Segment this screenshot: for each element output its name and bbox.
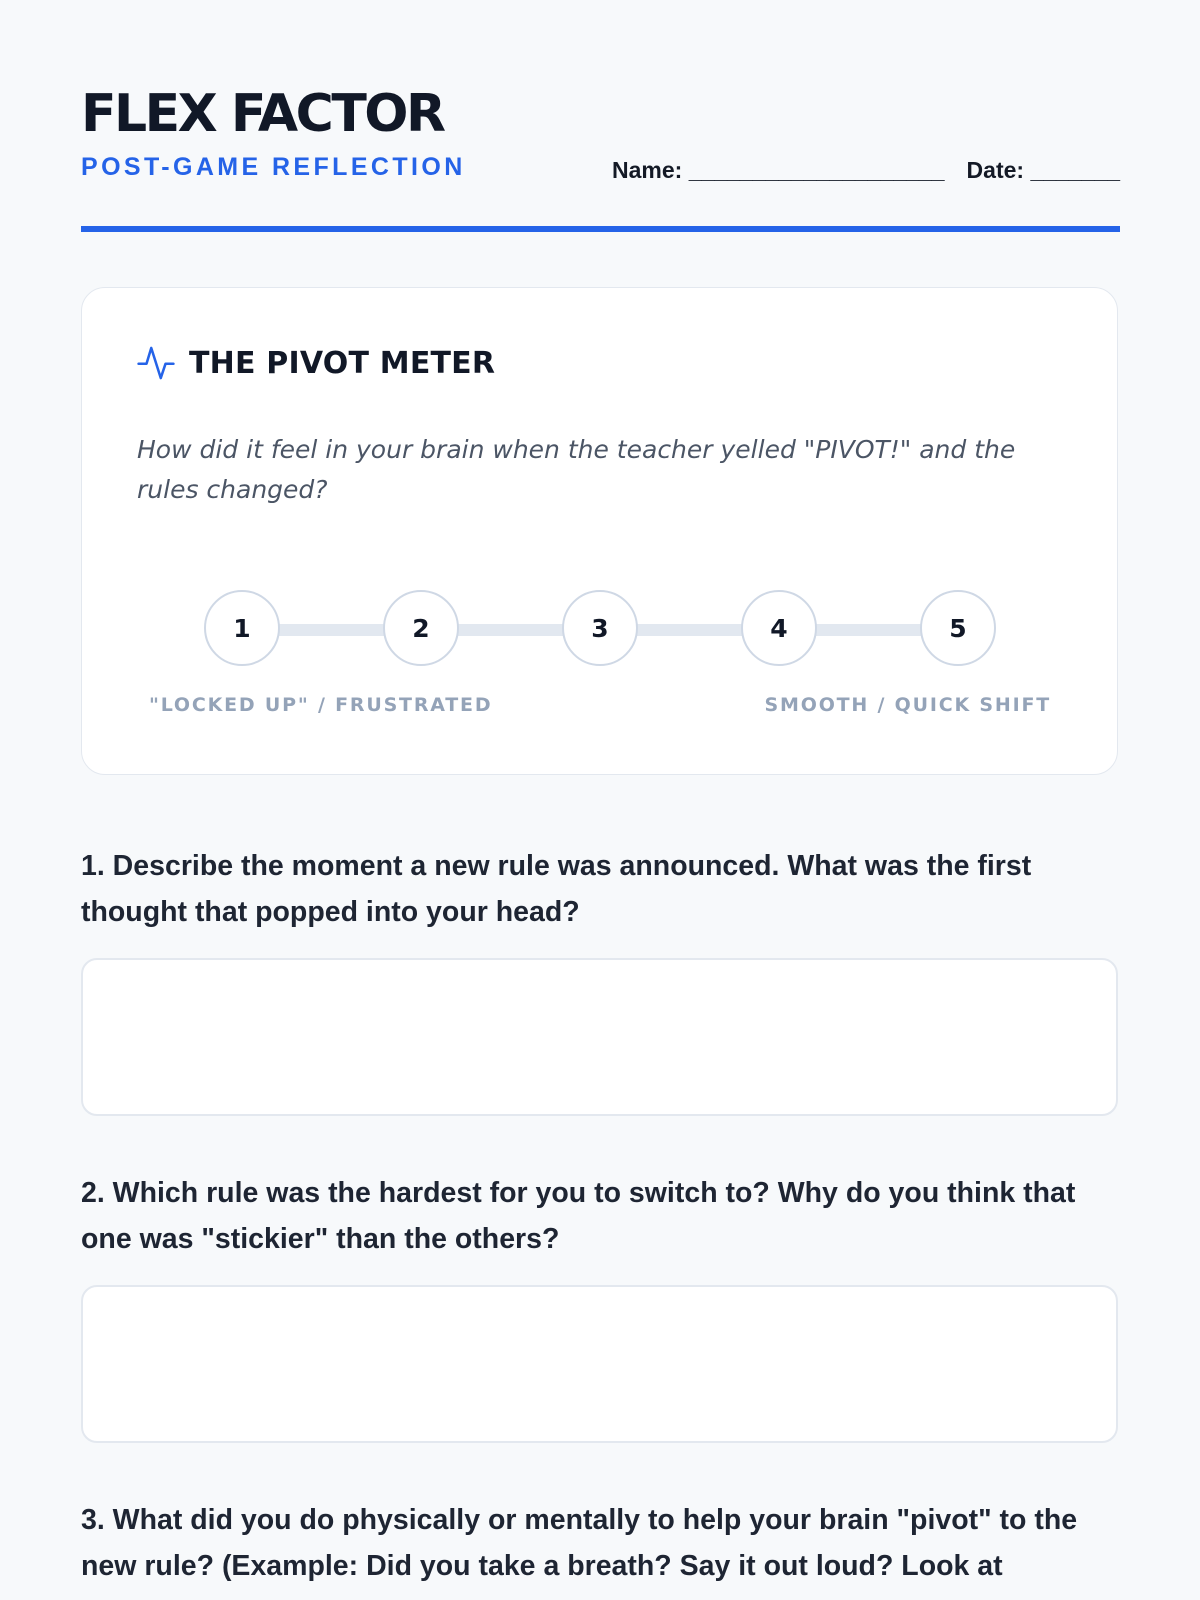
question-1: 1. Describe the moment a new rule was announced. What was the first thought that popped into your head?	[81, 850, 1032, 928]
date-field[interactable]: Date: _______	[966, 157, 1120, 183]
question-3: 3. What did you do physically or mentally to help your brain "pivot" to the new rule? (Example: Did you take a breath? Say it out loud? Look at	[81, 1504, 1078, 1582]
pivot-meter-card	[81, 287, 1118, 775]
rating-option-4[interactable]: 4	[741, 590, 817, 666]
pulse-icon	[137, 344, 175, 382]
pivot-meter-heading	[137, 343, 495, 383]
rating-option-5[interactable]: 5	[920, 590, 996, 666]
rating-option-1[interactable]: 1	[204, 590, 280, 666]
header-divider	[81, 226, 1120, 232]
name-field[interactable]: Name: ____________________	[612, 157, 945, 183]
page-subtitle: POST-GAME REFLECTION	[81, 153, 466, 181]
pivot-meter-title: THE PIVOT METER	[189, 345, 496, 381]
worksheet-page	[81, 0, 1120, 1582]
answer-box-2[interactable]	[81, 1285, 1118, 1443]
scale-high-label: SMOOTH / QUICK SHIFT	[764, 694, 1051, 716]
rating-option-3[interactable]: 3	[562, 590, 638, 666]
pivot-rating-scale	[202, 590, 1002, 670]
student-info	[612, 156, 1120, 184]
scale-low-label: "LOCKED UP" / FRUSTRATED	[149, 694, 493, 716]
pivot-meter-prompt: How did it feel in your brain when the teacher yelled "PIVOT!" and the rules changed?	[137, 435, 1016, 504]
question-2: 2. Which rule was the hardest for you to switch to? Why do you think that one was "stickier" than the others?	[81, 1177, 1076, 1255]
rating-option-2[interactable]: 2	[383, 590, 459, 666]
answer-box-1[interactable]	[81, 958, 1118, 1116]
worksheet-header	[81, 0, 1120, 234]
page-title: FLEX FACTOR	[81, 84, 444, 144]
